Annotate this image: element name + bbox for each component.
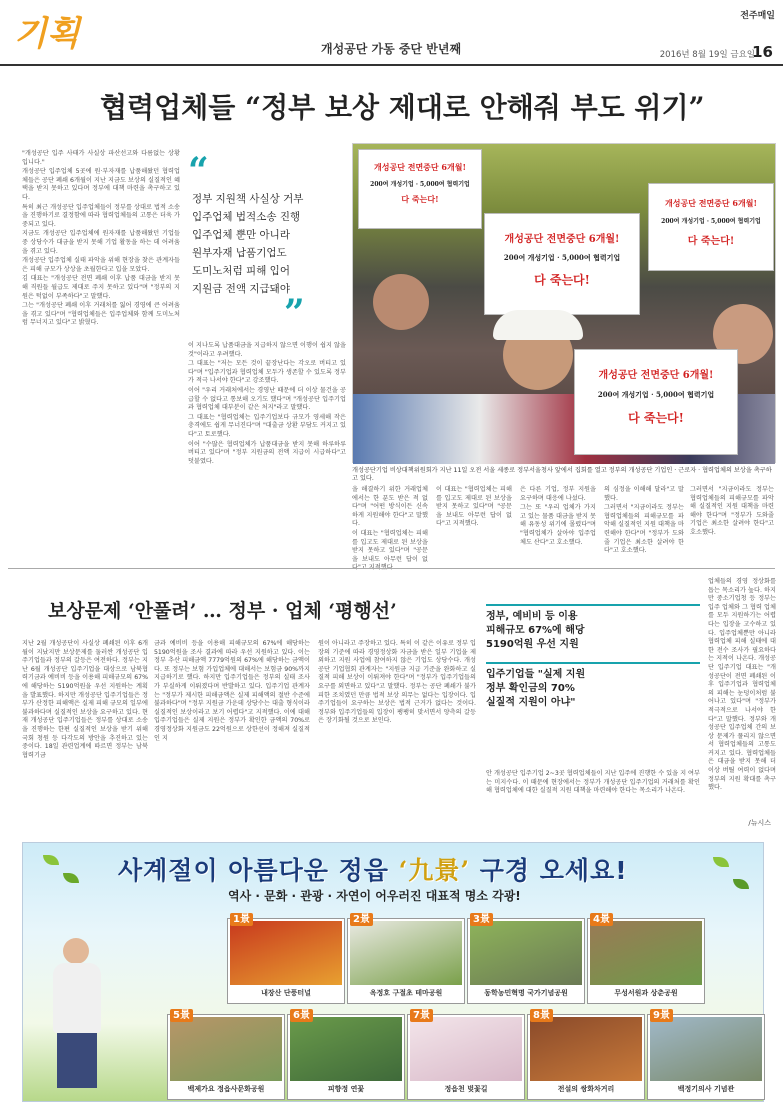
article2-column-4: 안 개성공단 입주기업 2~3곳 협력업체들이 지난 입주에 진행한 수 있을 지 여부는 미지수다. 이 때문에 현장에서는 정부가 개성공단 입주기업의 거래처를 확인해 협력업체에 대한 실질적 지원 대책을 마련해야 한다는 목소리가 나온다. [486, 770, 701, 795]
spot-number: 8景 [530, 1009, 553, 1022]
paragraph: 그는 "개성공단 폐쇄 이후 거래처를 잃어 경영에 큰 어려움을 겪고 있다"며 "협력업체들은 입주업체와 함께 도미노처럼 무너지고 있다"고 밝혔다. [22, 302, 180, 327]
section-divider [8, 568, 775, 569]
paragraph: 이 대표는 "협력업체는 피해를 입고도 제대로 된 보상을 받지 못하고 있다"며 "공문을 보내도 아무런 답이 없다"고 지적했다. [436, 486, 512, 528]
spot-card: 동학농민혁명 국가기념공원 [468, 919, 584, 1003]
paragraph: 이 대표는 "협력업체는 피해를 입고도 제대로 된 보상을 받지 못하고 있다"며 "공문을 보내도 아무런 답이 없 [352, 529, 428, 563]
protest-sign: 개성공단 전면중단 6개월! 200여 개성기업 · 5,000여 협력기업 다 죽는다! [649, 184, 773, 270]
person-cap [493, 310, 583, 340]
sidebox-summary-1: 정부, 예비비 등 이용 피해규모 67%에 해당 5190억원 우선 지원 [486, 604, 700, 652]
family-figure [63, 938, 89, 964]
article1-column-5 [604, 486, 684, 558]
main-headline: 협력업체들 “정부 보상 제대로 안해줘 부도 위기” [100, 91, 705, 124]
quote-line: 원부자재 납품기업도 [192, 247, 287, 259]
quote-line: 정부 지원책 사실상 거부 [192, 193, 304, 205]
paragraph: "개성공단 입주 사태가 사실상 파산선고와 다름없는 상황입니다." [22, 150, 180, 166]
article2-column-1: 지난 2월 개성공단이 사실상 폐쇄된 이후 6개월이 지났지만 보상문제를 둘러싼 개성공단 입주기업들과 정부의 갈등은 여전하다. 정부는 지난 6월 개성공단 입주기업을 대상으로 남북협력기금과 예비비 등을 이용해 피해규모의 67%에 해당하는 5190억원을 우선 지원하는 계획을 발표했다. 하지만 개성공단 입주기업들은 정부가 산정한 피해액은 실제 피해 규모의 일부에 불과하다며 실질적인 보상을 요구하고 있다. 현재 개성공단 입주기업들은 정부를 상대로 소송을 진행하는 한편 실질적인 보상을 받기 위해 국회 청원 등 다각도의 방안을 추진하고 있는 중이다. 18일 관련업계에 따르면 정부는 남북협력기금 [22, 640, 148, 759]
spot-number: 1景 [230, 913, 253, 926]
leaf-icon [713, 857, 729, 867]
pull-quote [192, 190, 303, 298]
article1-column-6 [690, 486, 774, 558]
paragraph: 그러면서 "지금이라도 정부는 협력업체들의 피해규모를 파악해 실질적인 지원 대책을 마련해야 한다"며 "정부가 도와줄 기업은 최소한 살려야 한다"고 호소했다. [690, 486, 774, 536]
article2-column-5: 업체들의 경영 정상화를 돕는 목소리가 높다. 하지만 중소기업청 등 정부는 입주 업체와 그 협력 업체를 모두 지원하기는 어렵다는 입장을 고수하고 있다. 입주업체뿐만 아니라 협력업체 피해 실태에 대한 전수 조사가 필요하다는 지적이 나온다. 개성공단 입주기업 대표는 "개성공단이 전면 폐쇄된 이후 입주기업과 협력업체의 피해는 눈덩이처럼 불어나고 있다"며 "정부가 적극적으로 나서야 한다"고 말했다. 정부와 개성공단 입주업체 간의 보상 문제가 풀리지 않으면서 협력업체들의 고통도 커지고 있다. 협력업체들은 대금을 받지 못해 더 이상 버틸 여력이 없다며 정부의 지원 확대를 촉구했다. [708, 578, 776, 792]
spot-card: 피향정 연꽃 [288, 1015, 404, 1099]
family-figure [53, 963, 101, 1033]
header-divider [0, 64, 783, 66]
spot-card: 전설의 쌍화차거리 [528, 1015, 644, 1099]
paragraph: 이어 "수많은 협력업체가 납품대금을 받지 못해 하루하루 버티고 있다"며 "정부 지원금의 전액 지급이 시급하다"고 덧붙였다. [188, 440, 346, 465]
quote-open-icon: “ [188, 150, 209, 192]
ad-subtitle: 역사 · 문화 · 관광 · 자연이 어우러진 대표적 명소 각광! [228, 889, 521, 903]
quote-line: 지원금 전액 지급돼야 [192, 283, 290, 295]
leaf-icon [63, 873, 79, 883]
protest-sign: 개성공단 전면중단 6개월! 200여 개성기업 · 5,000여 협력기업 다 죽는다! [575, 350, 737, 454]
family-figure [57, 1033, 97, 1088]
paragraph: 김 대표는 "개성공단 전면 폐쇄 이후 납품 대금을 받지 못해 직원들 월급도 제대로 주지 못하고 있다"며 "정부의 지원은 턱없이 부족하다"고 말했다. [22, 275, 180, 300]
article1-column-2 [188, 342, 346, 557]
protest-sign: 개성공단 전면중단 6개월! 200여 개성기업 · 5,000여 협력기업 다 죽는다! [359, 150, 481, 228]
paragraph: 개성공단 입주업체 실태 파악을 위해 현장을 찾은 관계자들은 피해 규모가 상상을 초월한다고 입을 모았다. [22, 257, 180, 273]
sidebox-summary-2: 입주기업들 "실제 지원 정부 확인금의 70% 실질적 지원이 아냐" [486, 662, 700, 710]
spot-image [590, 921, 702, 985]
paragraph: 은 다른 기업, 정부 지원을 요구하며 대응에 나섰다. [520, 486, 596, 502]
paragraph: 그 대표는 "협력업체는 입주기업보다 규모가 영세해 작은 충격에도 쉽게 무너진다"며 "대출금 상환 부담도 커지고 있다"고 토로했다. [188, 413, 346, 438]
paragraph: 을 해결하기 위한 거래업체에서는 한 푼도 받은 적 없다"며 "어떤 방식이든 신속하게 지원해야 한다"고 말했다. [352, 486, 428, 528]
spot-number: 4景 [590, 913, 613, 926]
protest-sign: 개성공단 전면중단 6개월! 200여 개성기업 · 5,000여 협력기업 다 죽는다! [485, 214, 639, 314]
spot-image [530, 1017, 642, 1081]
paragraph: 그 대표는 "저는 모든 것이 끝장난다는 각오로 버티고 있다"며 "입주기업과 협력업체 모두가 생존할 수 있도록 정부가 적극 나서야 한다"고 강조했다. [188, 360, 346, 385]
tourism-ad [22, 842, 764, 1102]
spot-card: 정읍천 벚꽃길 [408, 1015, 524, 1099]
spot-image [650, 1017, 762, 1081]
quote-line: 입주업체 뿐만 아니라 [192, 229, 290, 241]
byline: /뉴시스 [748, 819, 771, 827]
spot-card: 옥정호 구절초 테마공원 [348, 919, 464, 1003]
spot-number: 9景 [650, 1009, 673, 1022]
article2-sidebox [486, 604, 700, 710]
spot-image [170, 1017, 282, 1081]
quote-close-icon: ” [284, 292, 305, 334]
spot-number: 7景 [410, 1009, 433, 1022]
paragraph: 특히 최근 개성공단 입주업체들이 정부를 상대로 법적 소송을 진행하기로 결정함에 따라 협력업체들의 고통은 더욱 가중되고 있다. [22, 203, 180, 228]
issue-date: 2016년 8월 19일 금요일 [659, 50, 755, 60]
spot-image [230, 921, 342, 985]
paragraph: 개성공단 입주업체 5곳에 원·부자재를 납품해왔던 협력업체들은 공단 폐쇄 6개월이 지난 지금도 보상의 실질적인 혜택을 받지 못하고 있다며 정부에 대책 마련을 촉구하고 있다. [22, 168, 180, 201]
paragraph: 그는 또 "우리 업체가 가지고 있는 물품 대금을 받지 못해 유동성 위기에 몰렸다"며 "협력업체가 살아야 입주업체도 산다"고 호소했다. [520, 504, 596, 546]
paragraph: 지금도 개성공단 입주업체에 원자재를 납품해왔던 기업들 중 상당수가 대금을 받지 못해 기업 활동을 하는 데 어려움을 겪고 있다. [22, 230, 180, 255]
spot-image [470, 921, 582, 985]
article2-column-3: 원이 아니라고 주장하고 있다. 특히 이 같은 이유로 정부 입장의 기준에 따라 경영정상화 자금을 받은 일부 기업을 제외하고 지원 사업에 참여하지 않은 기업도 상당수다. 개성공단 기업협회 관계자는 "지원금 지급 기준을 완화하고 실질적 피해 보상이 이뤄져야 한다"며 "정부가 입주기업들의 요구를 외면하고 있다"고 말했다. 정부는 공단 폐쇄가 불가피한 조치였던 만큼 법적 보상 의무는 없다는 입장이다. 입주기업들이 요구하는 보상은 법적 근거가 없다는 것이다. 정부와 입주기업들의 입장이 팽팽히 맞서면서 양측의 갈등은 장기화될 것으로 보인다. [318, 640, 476, 725]
page-number: 16 [752, 43, 773, 61]
spot-number: 5景 [170, 1009, 193, 1022]
spot-image [290, 1017, 402, 1081]
person-figure [373, 274, 429, 330]
section-title: 개성공단 가동 중단 반년째 [321, 42, 462, 56]
spot-image [350, 921, 462, 985]
spot-card: 무성서원과 상춘공원 [588, 919, 704, 1003]
leaf-icon [43, 855, 59, 865]
paragraph: 이 지나도록 납품대금을 지급하지 않으면 이행이 쉽지 않을 것"이라고 우려했다. [188, 342, 346, 358]
publication-name: 전주매일 [740, 11, 775, 21]
photo-caption: 개성공단기업 비상대책위원회가 지난 11일 오전 서울 세종로 정부서울청사 앞에서 집회를 열고 정부의 개성공단 기업인 · 근로자 · 협력업체의 보상을 촉구하고 있다. [352, 467, 772, 483]
protest-photo [352, 143, 776, 463]
paragraph: 의 심정을 이해해 달라"고 말했다. [604, 486, 684, 502]
paragraph: 이어 "우리 거래처에서는 경영난 때문에 더 이상 물건을 공급할 수 없다고 통보해 오기도 했다"며 "개성공단 입주기업과 협력업체 대부분이 같은 처지"라고 말했다. [188, 386, 346, 412]
article1-column-4 [520, 486, 596, 558]
leaf-icon [733, 879, 749, 889]
article2-column-2: 금과 예비비 등을 이용해 피해규모의 67%에 해당하는 5190억원을 조사 결과에 따라 우선 지원하고 있다. 이는 정부 추산 피해금액 7779억원의 67%에 해당하는 금액이다. 또 정부는 보험 가입업체에 대해서는 보험금 90%까지 지급하기로 했다. 하지만 입주기업들은 정부의 실태 조사가 부실하게 이뤄졌다며 반발하고 있다. 입주기업 관계자는 "정부가 제시한 피해금액은 실제 피해액의 절반 수준에 불과하다"며 "정부 지원금 가운데 상당수는 대출 형식이라 실질적인 보상이라고 보기 어렵다"고 지적했다. 이에 대해 입주기업들은 실제 지원은 정부가 확인한 금액의 70%로 경영정상화 지원금도 22억원으로 상한선이 정해져 실질적인 지 [154, 640, 310, 742]
spot-number: 6景 [290, 1009, 313, 1022]
paragraph: 그러면서 "지금이라도 정부는 협력업체들의 피해규모를 파악해 실질적인 지원 대책을 마련해야 한다"며 "정부가 도와줄 기업은 최소한 살려야 한다"고 호소했다. [604, 504, 684, 555]
article2-headline: 보상문제 ‘안풀려’ … 정부 · 업체 ‘평행선’ [48, 600, 397, 622]
spot-number: 3景 [470, 913, 493, 926]
spot-card: 백정기의사 기념관 [648, 1015, 764, 1099]
spot-image [410, 1017, 522, 1081]
ad-title: 사계절이 아름다운 정읍 ‘九景’ 구경 오세요! [118, 856, 628, 885]
section-logo: 기획 [14, 14, 80, 54]
spot-number: 2景 [350, 913, 373, 926]
quote-line: 도미노처럼 피해 입어 [192, 265, 290, 277]
article1-column-3 [352, 486, 428, 563]
spot-card: 내장산 단풍터널 [228, 919, 344, 1003]
spot-card: 백제가요 정읍사문화공원 [168, 1015, 284, 1099]
article1-column-1 [22, 150, 180, 557]
quote-line: 입주업체 법적소송 진행 [192, 211, 301, 223]
article1-column-3b [436, 486, 512, 558]
